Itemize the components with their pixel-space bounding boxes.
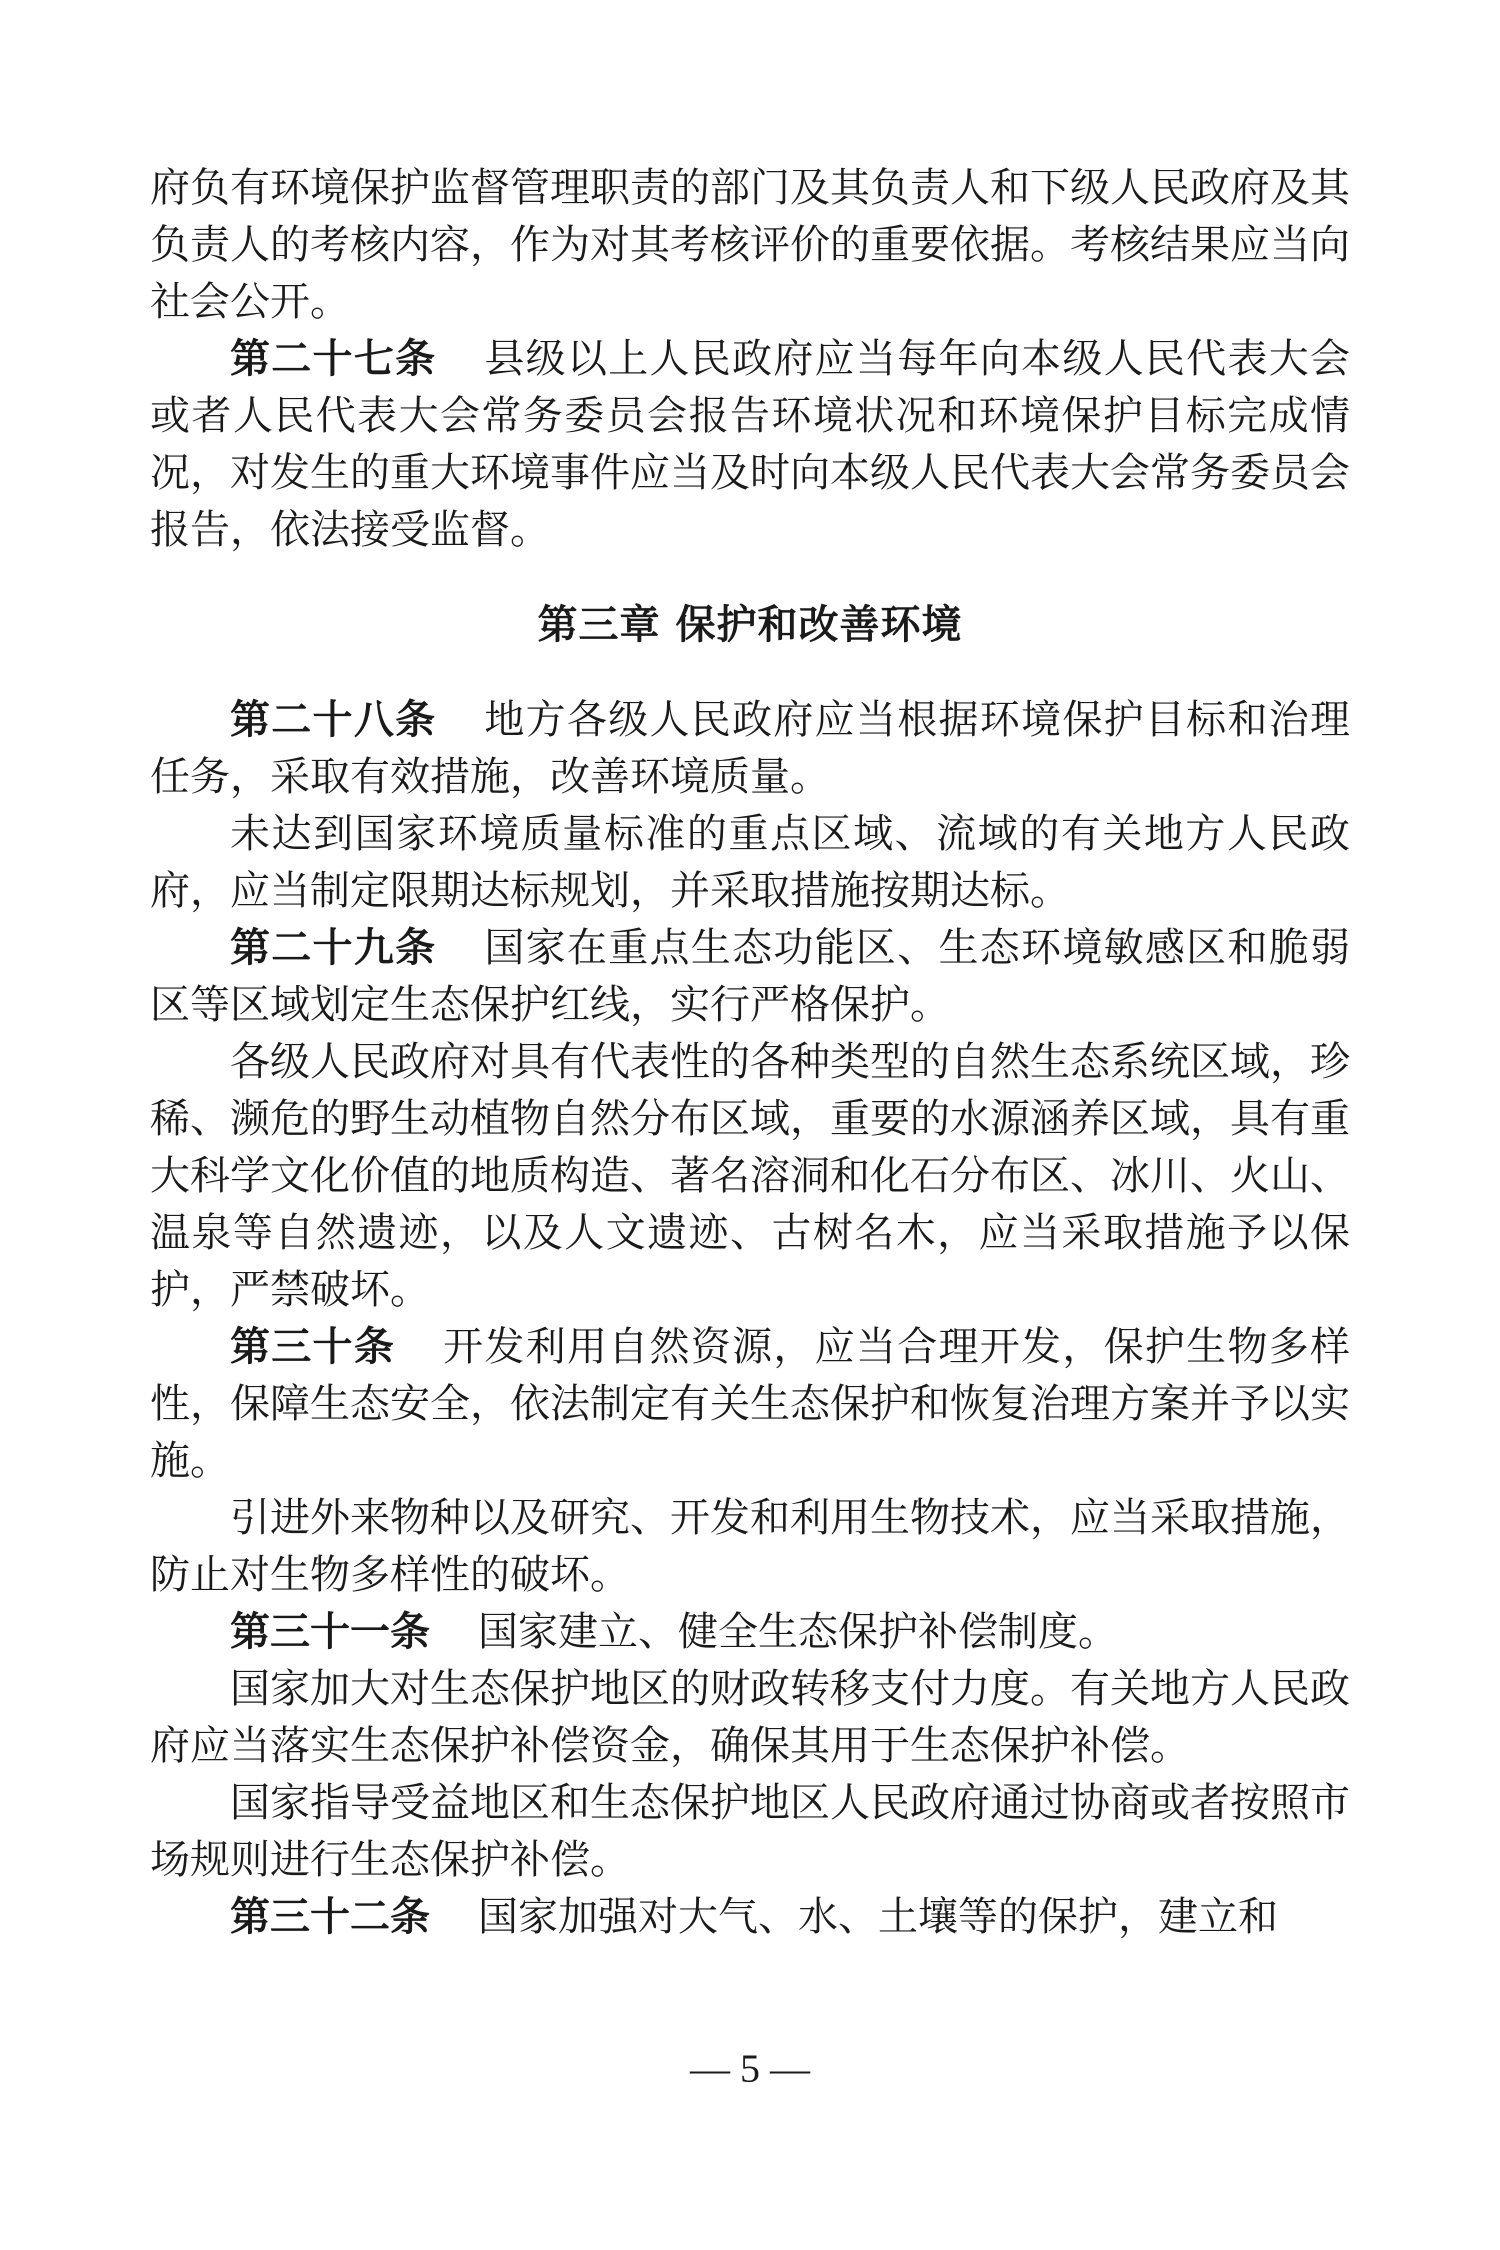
article-text: 地方各级人民政府应当根据环境保护目标和治理任务，采取有效措施，改善环境质量。	[150, 697, 1351, 800]
article-text: 开发利用自然资源，应当合理开发，保护生物多样性，保障生态安全，依法制定有关生态保护和恢复治理方案并予以实施。	[150, 1324, 1351, 1484]
paragraph-text: 引进外来物种以及研究、开发和利用生物技术，应当采取措施，防止对生物多样性的破坏。	[150, 1495, 1350, 1598]
article-30	[150, 1319, 1350, 1490]
paragraph-text: 各级人民政府对具有代表性的各种类型的自然生态系统区域，珍稀、濒危的野生动植物自然分布区域，重要的水源涵养区域，具有重大科学文化价值的地质构造、著名溶洞和化石分布区、冰川、火山、温泉等自然遗迹，以及人文遗迹、古树名木，应当采取措施予以保护，严禁破坏。	[150, 1039, 1350, 1313]
paragraph-text: 国家加大对生态保护地区的财政转移支付力度。有关地方人民政府应当落实生态保护补偿资金，确保其用于生态保护补偿。	[150, 1666, 1350, 1769]
article-32	[150, 1889, 1350, 1946]
article-text: 县级以上人民政府应当每年向本级人民代表大会或者人民代表大会常务委员会报告环境状况和环境保护目标完成情况，对发生的重大环境事件应当及时向本级人民代表大会常务委员会报告，依法接受监督。	[150, 336, 1351, 553]
article-text: 国家建立、健全生态保护补偿制度。	[478, 1609, 1118, 1655]
paragraph	[150, 1490, 1350, 1604]
paragraph-continuation	[150, 160, 1350, 331]
article-31	[150, 1604, 1350, 1661]
paragraph	[150, 1661, 1350, 1775]
article-number: 第二十七条	[230, 336, 437, 382]
paragraph	[150, 1034, 1350, 1319]
article-number: 第三十二条	[230, 1894, 430, 1940]
paragraph-text: 府负有环境保护监督管理职责的部门及其负责人和下级人民政府及其负责人的考核内容，作为对其考核评价的重要依据。考核结果应当向社会公开。	[150, 165, 1350, 325]
paragraph	[150, 1775, 1350, 1889]
article-number: 第二十八条	[230, 697, 437, 743]
article-text: 国家在重点生态功能区、生态环境敏感区和脆弱区等区域划定生态保护红线，实行严格保护。	[150, 925, 1351, 1028]
document-body	[150, 160, 1350, 1946]
article-27	[150, 331, 1350, 559]
article-number: 第三十条	[230, 1324, 396, 1370]
paragraph-text: 国家指导受益地区和生态保护地区人民政府通过协商或者按照市场规则进行生态保护补偿。	[150, 1780, 1350, 1883]
article-text: 国家加强对大气、水、土壤等的保护，建立和	[478, 1894, 1278, 1940]
page-number: — 5 —	[690, 2046, 810, 2091]
article-number: 第三十一条	[230, 1609, 430, 1655]
article-number: 第二十九条	[230, 925, 437, 971]
paragraph-text: 未达到国家环境质量标准的重点区域、流域的有关地方人民政府，应当制定限期达标规划，并采取措施按期达标。	[150, 811, 1350, 914]
article-29	[150, 920, 1350, 1034]
paragraph	[150, 806, 1350, 920]
article-28	[150, 692, 1350, 806]
chapter-heading: 第三章 保护和改善环境	[537, 602, 963, 648]
